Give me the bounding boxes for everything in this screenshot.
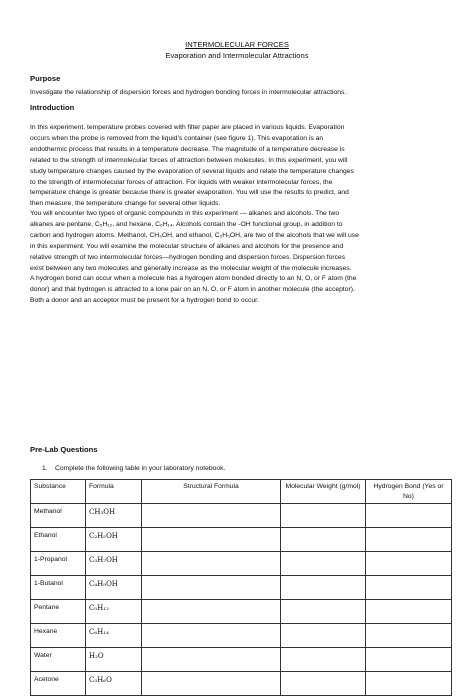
hydrogen-bond-cell[interactable] [366, 576, 452, 600]
hydrogen-bond-cell[interactable] [366, 600, 452, 624]
substance-cell: Methanol [31, 504, 86, 528]
molecular-weight-cell[interactable] [281, 528, 366, 552]
structural-formula-cell[interactable] [142, 672, 281, 696]
paragraph-line: in this experiment. You will examine the molecular structure of alkanes and alcohols for the presence and [30, 242, 344, 250]
prelab-heading: Pre-Lab Questions [30, 445, 98, 454]
purpose-heading: Purpose [30, 74, 61, 83]
document-title: INTERMOLECULAR FORCES [185, 40, 289, 49]
hydrogen-bond-cell[interactable] [366, 648, 452, 672]
prelab-table [30, 479, 452, 696]
paragraph-line: You will encounter two types of organic compounds in this experiment — alkanes and alcohols. The two [30, 210, 340, 217]
document-subtitle: Evaporation and Intermolecular Attractions [165, 51, 309, 60]
table-row [31, 528, 452, 552]
structural-formula-cell[interactable] [142, 600, 281, 624]
formula-cell: C₃H₆O [86, 672, 142, 696]
paragraph-line: exist between any two molecules and generally increase as the molecular weight of the molecule increases. [30, 264, 352, 272]
structural-formula-cell[interactable] [142, 624, 281, 648]
formula-cell: H₂O [86, 648, 142, 672]
introduction-paragraph-1 [30, 123, 450, 210]
paragraph-line: alkanes are pentane, C₅H₁₂, and hexane, C₆H₁₄. Alcohols contain the -OH functional group, in addition to [30, 220, 343, 228]
table-row [31, 600, 452, 624]
hydrogen-bond-cell[interactable] [366, 528, 452, 552]
table-header-row [31, 480, 452, 504]
molecular-weight-cell[interactable] [281, 600, 366, 624]
substance-cell: Pentane [31, 600, 86, 624]
paragraph-line: Both a donor and an acceptor must be present for a hydrogen bond to occur. [30, 297, 259, 305]
structural-formula-cell[interactable] [142, 576, 281, 600]
substance-cell: Ethanol [31, 528, 86, 552]
formula-cell: C₄H₉OH [86, 576, 142, 600]
paragraph-line: endothermic process that results in a temperature decrease. The magnitude of a temperature decrease is [30, 145, 345, 153]
table-row [31, 648, 452, 672]
introduction-paragraph-2 [30, 209, 450, 307]
molecular-weight-cell[interactable] [281, 624, 366, 648]
header-substance: Substance [31, 480, 86, 504]
molecular-weight-cell[interactable] [281, 672, 366, 696]
substance-cell: Acetone [31, 672, 86, 696]
paragraph-line: temperature change is greater because there is greater evaporation. You will use the results to predict, and [30, 189, 349, 197]
molecular-weight-cell[interactable] [281, 504, 366, 528]
hydrogen-bond-cell[interactable] [366, 504, 452, 528]
structural-formula-cell[interactable] [142, 648, 281, 672]
prelab-question-1 [42, 464, 225, 474]
paragraph-line: A hydrogen bond can occur when a molecule has a hydrogen atom bonded directly to an N, O, or F atom (the [30, 275, 357, 283]
purpose-text-line: Investigate the relationship of dispersion forces and hydrogen bonding forces in intermolecular attractions. [30, 89, 347, 96]
substance-cell: 1-Butanol [31, 576, 86, 600]
paragraph-line: relative strength of two intermolecular forces—hydrogen bonding and dispersion forces. Dispersion forces [30, 253, 346, 261]
structural-formula-cell[interactable] [142, 552, 281, 576]
formula-cell: CH₃OH [86, 504, 142, 528]
header-structural-formula: Structural Formula [142, 480, 281, 504]
paragraph-line: then measure, the temperature change for several other liquids. [30, 200, 221, 208]
table-row [31, 624, 452, 648]
formula-cell: C₅H₁₂ [86, 600, 142, 624]
hydrogen-bond-cell[interactable] [366, 552, 452, 576]
question-text: Complete the following table in your laboratory notebook. [55, 465, 226, 472]
substance-cell: Hexane [31, 624, 86, 648]
question-number: 1. [42, 465, 48, 472]
hydrogen-bond-cell[interactable] [366, 672, 452, 696]
purpose-text [30, 88, 450, 99]
structural-formula-cell[interactable] [142, 504, 281, 528]
hydrogen-bond-cell[interactable] [366, 624, 452, 648]
substance-cell: Water [31, 648, 86, 672]
table-row [31, 576, 452, 600]
table-row [31, 672, 452, 696]
header-hydrogen-bond: Hydrogen Bond (Yes or No) [366, 480, 452, 504]
molecular-weight-cell[interactable] [281, 552, 366, 576]
structural-formula-cell[interactable] [142, 528, 281, 552]
paragraph-line: to the strength of intermolecular forces of attraction. For liquids with weaker intermolecular forces, the [30, 178, 333, 186]
header-formula: Formula [86, 480, 142, 504]
table-row [31, 504, 452, 528]
substance-cell: 1-Propanol [31, 552, 86, 576]
formula-cell: C₂H₅OH [86, 528, 142, 552]
formula-cell: C₆H₁₄ [86, 624, 142, 648]
header-molecular-weight: Molecular Weight (g/mol) [281, 480, 366, 504]
molecular-weight-cell[interactable] [281, 648, 366, 672]
paragraph-line: study temperature changes caused by the evaporation of several liquids and relate the temperature changes [30, 167, 354, 175]
paragraph-line: In this experiment, temperature probes covered with filter paper are placed in various liquids. Evaporation [30, 124, 345, 131]
formula-cell: C₃H₇OH [86, 552, 142, 576]
molecular-weight-cell[interactable] [281, 576, 366, 600]
paragraph-line: related to the strength of intermolecular forces of attraction between molecules. In this experiment, you will [30, 156, 348, 164]
paragraph-line: occurs when the probe is removed from the liquid’s container (see figure 1). This evaporation is an [30, 134, 324, 142]
table-row [31, 552, 452, 576]
introduction-heading: Introduction [30, 103, 75, 112]
paragraph-line: donor) and that hydrogen is attracted to a lone pair on an N, O, or F atom in another molecule (the acceptor). [30, 286, 355, 294]
paragraph-line: carbon and hydrogen atoms. Methanol, CH₃OH, and ethanol, C₂H₅OH, are two of the alcohols that we will use [30, 231, 359, 239]
